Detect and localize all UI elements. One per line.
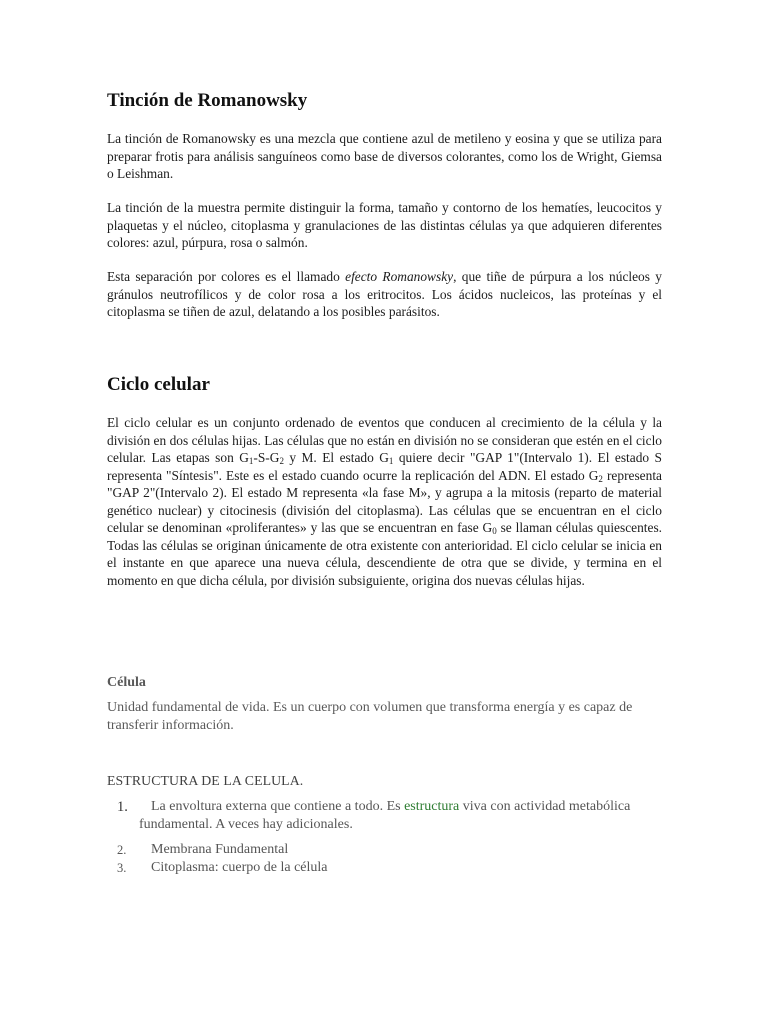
list-number: 1. xyxy=(117,799,128,815)
text-run: se llaman células quiescentes. Todas las células se originan únicamente de otra existente con anterioridad. El ciclo celular se inicia en el instante en que aparece una nueva célula, descendiente de otra que se divide, y termina en el momento en que dicha célula, por división subsiguiente, origina dos nuevas células hijas. xyxy=(107,520,663,588)
romanowsky-heading: Tinción de Romanowsky xyxy=(107,90,308,111)
list-item xyxy=(107,841,662,859)
list-number: 2. xyxy=(117,843,127,857)
ciclo-paragraph xyxy=(107,414,662,589)
text-run: y M. El estado G xyxy=(283,450,389,465)
ciclo-heading: Ciclo celular xyxy=(107,374,210,395)
list-item xyxy=(107,798,662,834)
celula-definition: Unidad fundamental de vida. Es un cuerpo con volumen que transforma energía y es capaz de transferir información. xyxy=(107,700,633,733)
celula-heading: Célula xyxy=(107,675,146,690)
text-run: viva con actividad metabólica fundamental. A veces hay adicionales. xyxy=(139,799,631,832)
text-run: representa "GAP 2"(Intervalo 2). El estado M representa «la fase M», y agrupa a la mitosis (reparto de material genético nuclear) y citocinesis (división del citoplasma). Las células que se encuentran en el ciclo celular se denominan «proliferantes» y las que se encuentran en fase G xyxy=(107,467,662,535)
text-run: El ciclo celular es un conjunto ordenado de eventos que conducen al crecimiento de la célula y la división en dos células hijas. Las células que no están en división no se consideran que estén en el ciclo celular. Las etapas son G xyxy=(107,415,662,465)
estructura-link[interactable]: estructura xyxy=(404,799,460,814)
text-run: -S-G xyxy=(253,450,280,465)
subscript: 1 xyxy=(388,456,394,466)
subscript: 2 xyxy=(279,456,284,466)
romanowsky-paragraph-1: La tinción de Romanowsky es una mezcla que contiene azul de metileno y eosina y que se utiliza para preparar frotis para análisis sanguíneos como base de diversos colorantes, como los de Wright, Giemsa o Leishman. xyxy=(107,131,662,181)
list-number: 3. xyxy=(117,861,127,875)
list-item-text: Membrana Fundamental xyxy=(151,842,289,857)
list-item xyxy=(107,859,662,877)
romanowsky-paragraph-2: La tinción de la muestra permite distinguir la forma, tamaño y contorno de los hematíes, leucocitos y plaquetas y el núcleo, citoplasma y granulaciones de las distintas células ya que adquieren diferentes colores: azul, púrpura, rosa o salmón. xyxy=(107,200,662,250)
romanowsky-paragraph-3 xyxy=(107,268,662,321)
subscript: 2 xyxy=(598,473,603,484)
list-item-text: Citoplasma: cuerpo de la célula xyxy=(151,860,328,875)
effect-term: efecto Romanowsky xyxy=(345,269,454,284)
subscript: 0 xyxy=(492,526,497,536)
text-run: quiere decir "GAP 1"(Intervalo 1). El estado S representa "Síntesis". Este es el estado cuando ocurre la replicación del ADN. El estado G xyxy=(107,450,662,483)
list-item-text xyxy=(107,798,662,834)
subscript: 1 xyxy=(248,456,254,466)
estructura-heading: ESTRUCTURA DE LA CELULA. xyxy=(107,773,304,788)
text-run: La envoltura externa que contiene a todo. Es xyxy=(151,799,405,814)
text-run: Esta separación por colores es el llamado xyxy=(107,269,346,284)
text-run: , que tiñe de púrpura a los núcleos y gránulos neutrofílicos y de color rosa a los eritrocitos. Los ácidos nucleicos, las proteínas y el citoplasma se tiñen de azul, delatando a los posibles parásitos. xyxy=(107,269,662,319)
